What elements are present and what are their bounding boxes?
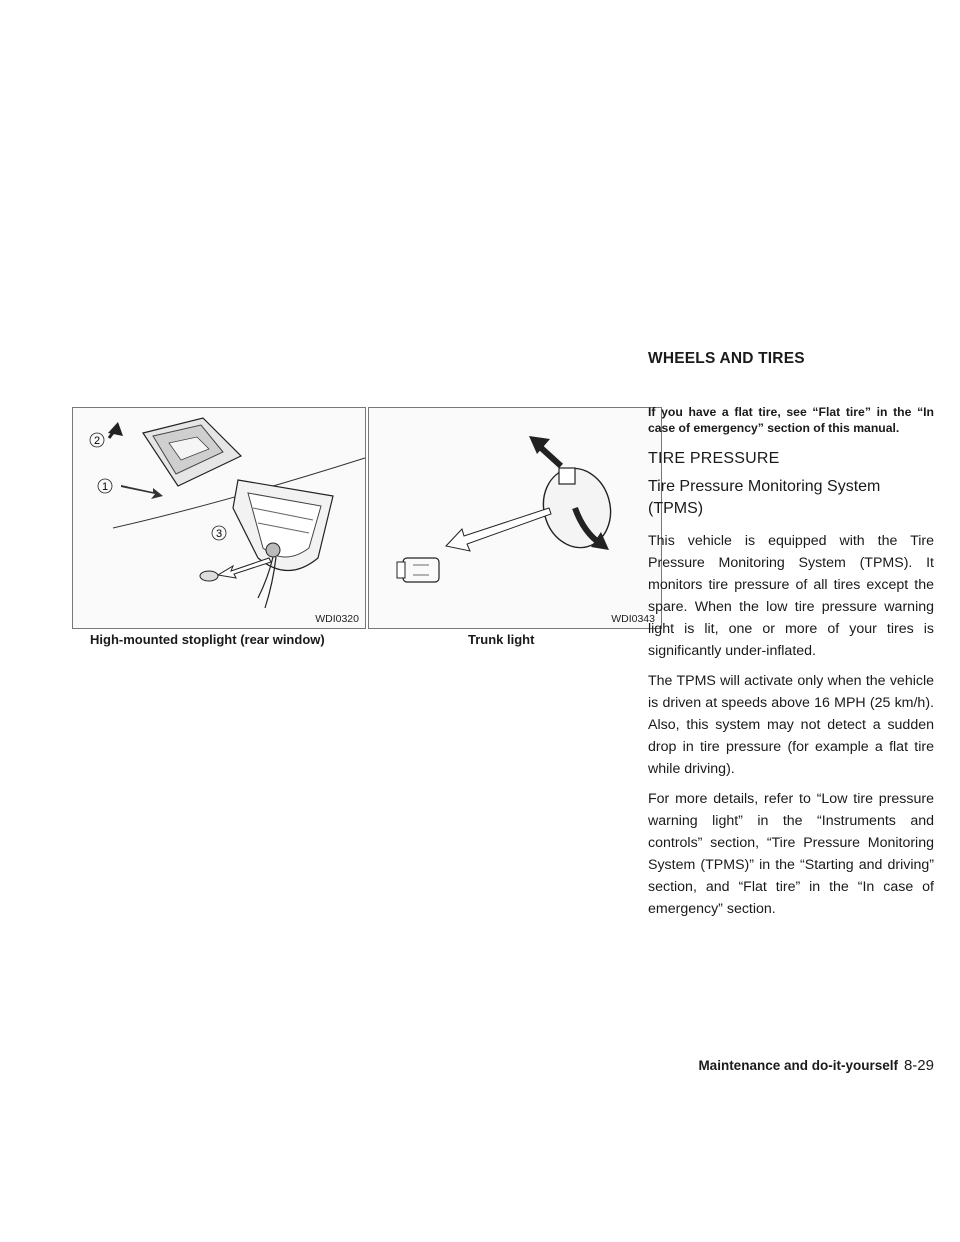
- callout-2: 2: [93, 435, 101, 447]
- heading-tire-pressure: TIRE PRESSURE: [648, 450, 780, 467]
- figure-caption: Trunk light: [468, 632, 535, 647]
- footer-section-name: Maintenance and do-it-yourself: [698, 1058, 898, 1073]
- figure-code: WDI0320: [315, 613, 359, 625]
- callout-1: 1: [101, 481, 109, 493]
- section-title: WHEELS AND TIRES: [648, 350, 805, 367]
- paragraph: The TPMS will activate only when the vehicle is driven at speeds above 16 MPH (25 km/h). Also, this system may not detect a sudden drop in tire pressure (for example a flat tire while driving).: [648, 673, 934, 777]
- page-number: 8-29: [903, 1057, 934, 1074]
- figure-caption: High-mounted stoplight (rear window): [90, 632, 325, 647]
- heading-tpms: Tire Pressure Monitoring System (TPMS): [648, 478, 881, 517]
- figure-code: WDI0343: [611, 613, 655, 625]
- paragraph: This vehicle is equipped with the Tire Pressure Monitoring System (TPMS). It monitors tire pressure of all tires except the spare. When the low tire pressure warning light is lit, one or more of your tires is significantly under-inflated.: [648, 533, 934, 659]
- page-footer: [648, 1057, 934, 1074]
- paragraph: For more details, refer to “Low tire pressure warning light” in the “Instruments and controls” section, “Tire Pressure Monitoring System (TPMS)” in the “Starting and driving” section, and “Flat tire” in the “In case of emergency” section.: [648, 791, 934, 917]
- trunk-light-illustration: [368, 407, 662, 629]
- text-column: [648, 404, 934, 928]
- callout-3: 3: [215, 528, 223, 540]
- flat-tire-note: If you have a flat tire, see “Flat tire” in the “In case of emergency” section of this manual.: [648, 405, 934, 435]
- trunk-light-drawing: [369, 408, 663, 630]
- stoplight-drawing: [73, 408, 367, 630]
- stoplight-illustration: [72, 407, 366, 629]
